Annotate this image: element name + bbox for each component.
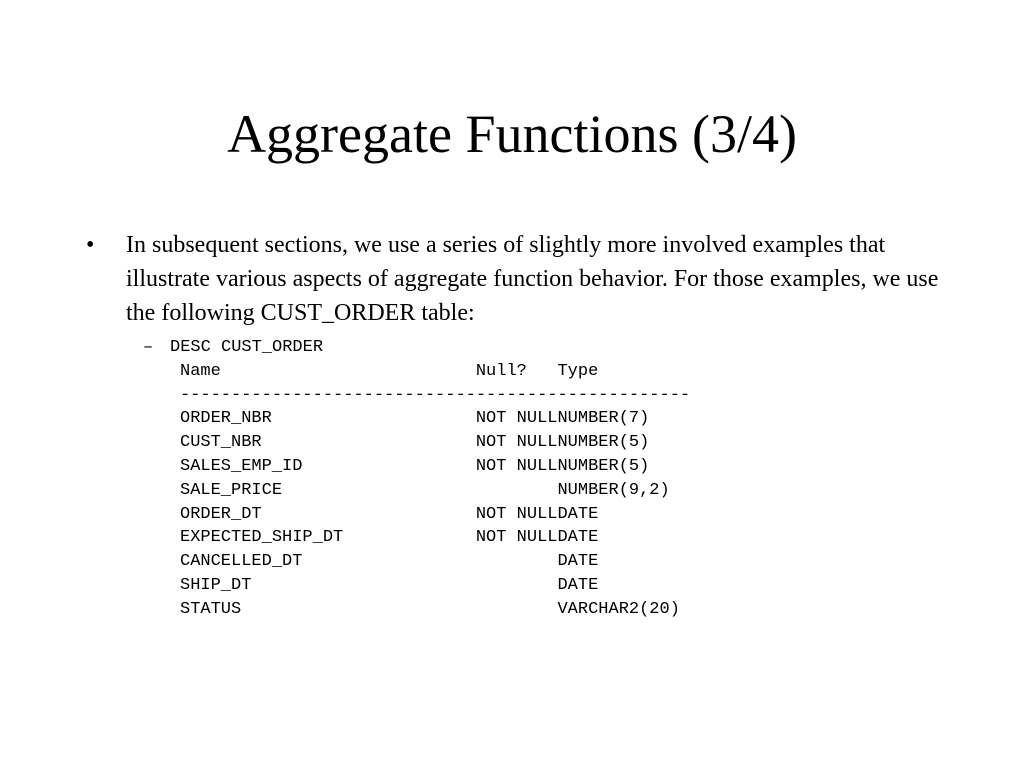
table-row xyxy=(180,479,690,503)
slide-title: Aggregate Functions (3/4) xyxy=(227,104,797,164)
column-name: CANCELLED_DT xyxy=(180,552,303,572)
table-row xyxy=(180,574,690,598)
column-type: DATE xyxy=(557,575,599,595)
separator-name: ----------------------------- xyxy=(180,385,476,405)
desc-table xyxy=(180,360,690,622)
column-null: NOT NULL xyxy=(475,456,558,476)
column-null: NOT NULL xyxy=(475,409,558,429)
table-row xyxy=(180,598,690,622)
header-name: Name xyxy=(180,361,221,381)
column-null: NOT NULL xyxy=(475,433,558,453)
column-null xyxy=(476,479,558,503)
table-row xyxy=(180,431,690,455)
column-type: DATE xyxy=(557,504,599,524)
column-name: ORDER_DT xyxy=(180,504,262,524)
column-name: EXPECTED_SHIP_DT xyxy=(180,528,344,548)
desc-command: DESC CUST_ORDER xyxy=(170,338,324,357)
header-null: Null? xyxy=(475,361,527,381)
column-null xyxy=(476,574,558,598)
column-name: SALES_EMP_ID xyxy=(180,456,303,476)
separator-null: -------- xyxy=(475,385,558,405)
table-row xyxy=(180,407,690,431)
bullet-item xyxy=(86,228,956,330)
separator-row xyxy=(180,384,690,408)
column-null xyxy=(476,598,558,622)
column-type: DATE xyxy=(557,528,599,548)
column-type: NUMBER(5) xyxy=(557,433,650,453)
separator-type: ------------- xyxy=(557,385,691,405)
column-null: NOT NULL xyxy=(475,504,558,524)
header-type: Type xyxy=(557,361,599,381)
column-type: NUMBER(9,2) xyxy=(557,480,670,500)
table-row xyxy=(180,550,690,574)
column-type: VARCHAR2(20) xyxy=(557,599,680,619)
column-name: ORDER_NBR xyxy=(180,409,272,429)
header-row xyxy=(180,360,690,384)
sub-bullet-marker: – xyxy=(143,338,154,357)
column-name: SALE_PRICE xyxy=(180,480,283,500)
table-row xyxy=(180,503,690,527)
column-type: NUMBER(5) xyxy=(557,456,650,476)
table-row xyxy=(180,526,690,550)
column-null: NOT NULL xyxy=(475,528,558,548)
bullet-marker: • xyxy=(86,232,95,258)
table-row xyxy=(180,455,690,479)
bullet-text: In subsequent sections, we use a series of slightly more involved examples that illustrate various aspects of aggregate function behavior. For those examples, we use the following CUST_ORDER table: xyxy=(126,232,939,326)
column-type: NUMBER(7) xyxy=(557,409,650,429)
column-name: CUST_NBR xyxy=(180,433,262,453)
column-type: DATE xyxy=(557,552,599,572)
column-name: SHIP_DT xyxy=(180,575,252,595)
column-name: STATUS xyxy=(180,599,242,619)
column-null xyxy=(476,550,558,574)
